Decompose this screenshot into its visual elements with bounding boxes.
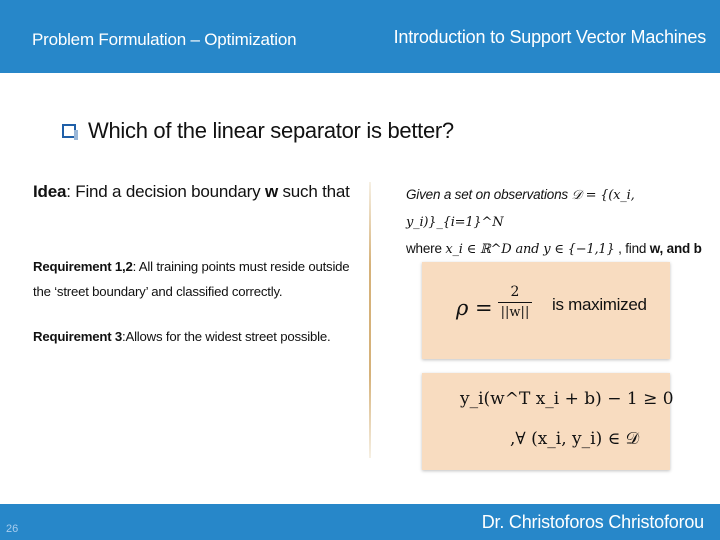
idea-text-after: such that — [277, 182, 350, 201]
question-bullet — [62, 118, 454, 144]
header-bar — [0, 0, 720, 73]
domain-formula: x_i ∈ ℝ^D and y ∈ {−1,1} — [445, 242, 615, 257]
fraction-numerator: 2 — [498, 284, 532, 303]
column-divider — [369, 182, 371, 458]
left-column — [33, 182, 353, 349]
requirement-text: : All training points must reside outside the ‘street boundary’ and classified correctly. — [33, 259, 350, 299]
objective-box — [422, 262, 670, 359]
idea-label: Idea — [33, 182, 67, 201]
margin-fraction — [498, 284, 532, 320]
given-target: w, and b — [649, 241, 702, 256]
idea-text-before: : Find a decision boundary — [66, 182, 265, 201]
objective-label: is maximized — [552, 295, 647, 314]
right-column — [406, 182, 706, 263]
given-prefix: Given a set on observations — [406, 187, 572, 202]
rho-symbol: ρ = — [456, 296, 493, 320]
constraint-inequality: y_i(w^T x_i + b) − 1 ≥ 0 — [460, 389, 674, 409]
requirement-1-2 — [33, 254, 353, 304]
footer-bar — [0, 504, 720, 540]
checkbox-bullet-icon — [62, 124, 76, 138]
given-line-2 — [406, 236, 706, 263]
given-find: , find — [614, 241, 650, 256]
section-title: Problem Formulation – Optimization — [32, 30, 297, 49]
given-statement — [406, 182, 706, 263]
author-name: Dr. Christoforos Christoforou — [481, 512, 704, 532]
requirement-label: Requirement 3 — [33, 329, 123, 344]
constraint-quantifier: ,∀ (x_i, y_i) ∈ 𝒟 — [510, 429, 640, 449]
given-line-1 — [406, 182, 706, 236]
fraction-denominator: ||w|| — [500, 305, 530, 320]
constraint-box — [422, 373, 674, 470]
given-where: where — [406, 241, 446, 256]
question-text: Which of the linear separator is better? — [88, 118, 454, 143]
idea-w: w — [264, 182, 278, 201]
dataset-formula: 𝒟 = {(x_i, y_i)}_{i=1}^N — [406, 188, 635, 230]
requirement-label: Requirement 1,2 — [33, 259, 133, 274]
requirement-text: :Allows for the widest street possible. — [122, 329, 331, 344]
idea-statement — [33, 182, 353, 202]
course-title: Introduction to Support Vector Machines — [393, 27, 706, 47]
page-number: 26 — [6, 523, 19, 535]
requirement-3 — [33, 324, 353, 349]
